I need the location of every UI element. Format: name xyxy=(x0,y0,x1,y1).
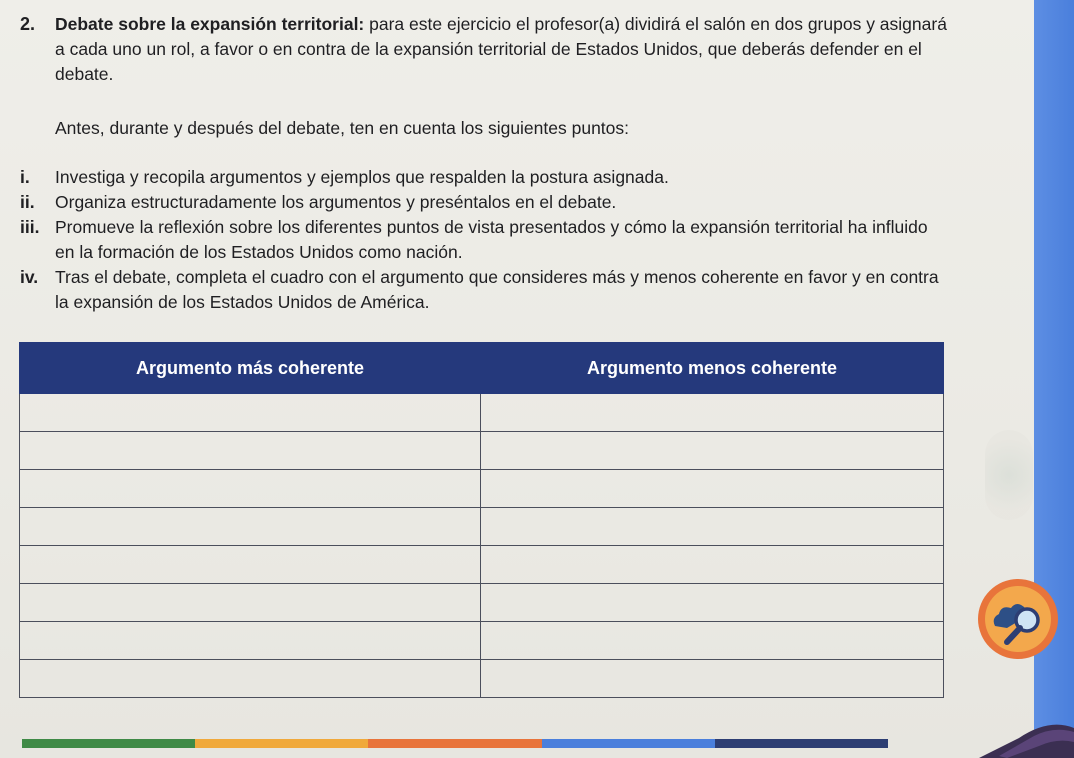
cell-most-coherent[interactable] xyxy=(20,660,481,698)
color-bar-segment xyxy=(195,739,368,748)
table-row xyxy=(20,470,944,508)
header-most-coherent: Argumento más coherente xyxy=(20,343,481,394)
bottom-color-bar xyxy=(22,739,888,748)
table-row xyxy=(20,508,944,546)
color-bar-segment xyxy=(22,739,195,748)
point-text: Organiza estructuradamente los argumentos y preséntalos en el debate. xyxy=(55,192,617,212)
table-row xyxy=(20,660,944,698)
corner-decoration xyxy=(979,698,1074,758)
cloud-magnifier-icon xyxy=(977,578,1059,660)
question-number: 2. xyxy=(20,14,36,34)
cell-least-coherent[interactable] xyxy=(481,394,944,432)
cell-most-coherent[interactable] xyxy=(20,508,481,546)
question-body: para este ejercicio el profesor(a) dividirá el salón en dos grupos y asignará a cada uno un rol, a favor o en contra de la expansión territorial de Estados Unidos, que deberás defender en el debate. xyxy=(55,14,947,84)
point-marker: ii. xyxy=(20,192,35,212)
point-item xyxy=(20,165,945,190)
point-text: Promueve la reflexión sobre los diferentes puntos de vista presentados y cómo la expansión territorial ha influido en la formación de los Estados Unidos como nación. xyxy=(55,217,928,262)
cell-least-coherent[interactable] xyxy=(481,546,944,584)
cell-least-coherent[interactable] xyxy=(481,584,944,622)
cell-most-coherent[interactable] xyxy=(20,584,481,622)
point-text: Tras el debate, completa el cuadro con el argumento que consideres más y menos coherente en favor y en contra la expansión de los Estados Unidos de América. xyxy=(55,267,939,312)
table-row xyxy=(20,546,944,584)
cell-most-coherent[interactable] xyxy=(20,622,481,660)
table-row xyxy=(20,394,944,432)
cell-least-coherent[interactable] xyxy=(481,432,944,470)
instructions-intro: Antes, durante y después del debate, ten en cuenta los siguientes puntos: xyxy=(55,118,630,138)
point-item xyxy=(20,215,945,265)
decorative-blob xyxy=(985,430,1033,520)
point-marker: i. xyxy=(20,167,30,187)
question-title: Debate sobre la expansión territorial: xyxy=(55,14,365,34)
cell-least-coherent[interactable] xyxy=(481,508,944,546)
points-list xyxy=(20,165,945,315)
point-marker: iii. xyxy=(20,217,40,237)
table-row xyxy=(20,432,944,470)
question-block xyxy=(20,12,950,87)
color-bar-segment xyxy=(542,739,715,748)
color-bar-segment xyxy=(715,739,888,748)
table-row xyxy=(20,622,944,660)
point-item xyxy=(20,190,945,215)
cell-least-coherent[interactable] xyxy=(481,660,944,698)
cell-least-coherent[interactable] xyxy=(481,470,944,508)
point-text: Investiga y recopila argumentos y ejemplos que respalden la postura asignada. xyxy=(55,167,669,187)
point-marker: iv. xyxy=(20,267,39,287)
argument-table xyxy=(19,342,944,698)
cell-most-coherent[interactable] xyxy=(20,546,481,584)
table-row xyxy=(20,584,944,622)
cell-most-coherent[interactable] xyxy=(20,394,481,432)
cell-most-coherent[interactable] xyxy=(20,470,481,508)
cell-most-coherent[interactable] xyxy=(20,432,481,470)
question-text xyxy=(55,12,950,87)
table-header-row xyxy=(20,343,944,394)
color-bar-segment xyxy=(368,739,541,748)
cell-least-coherent[interactable] xyxy=(481,622,944,660)
point-item xyxy=(20,265,945,315)
header-least-coherent: Argumento menos coherente xyxy=(481,343,944,394)
